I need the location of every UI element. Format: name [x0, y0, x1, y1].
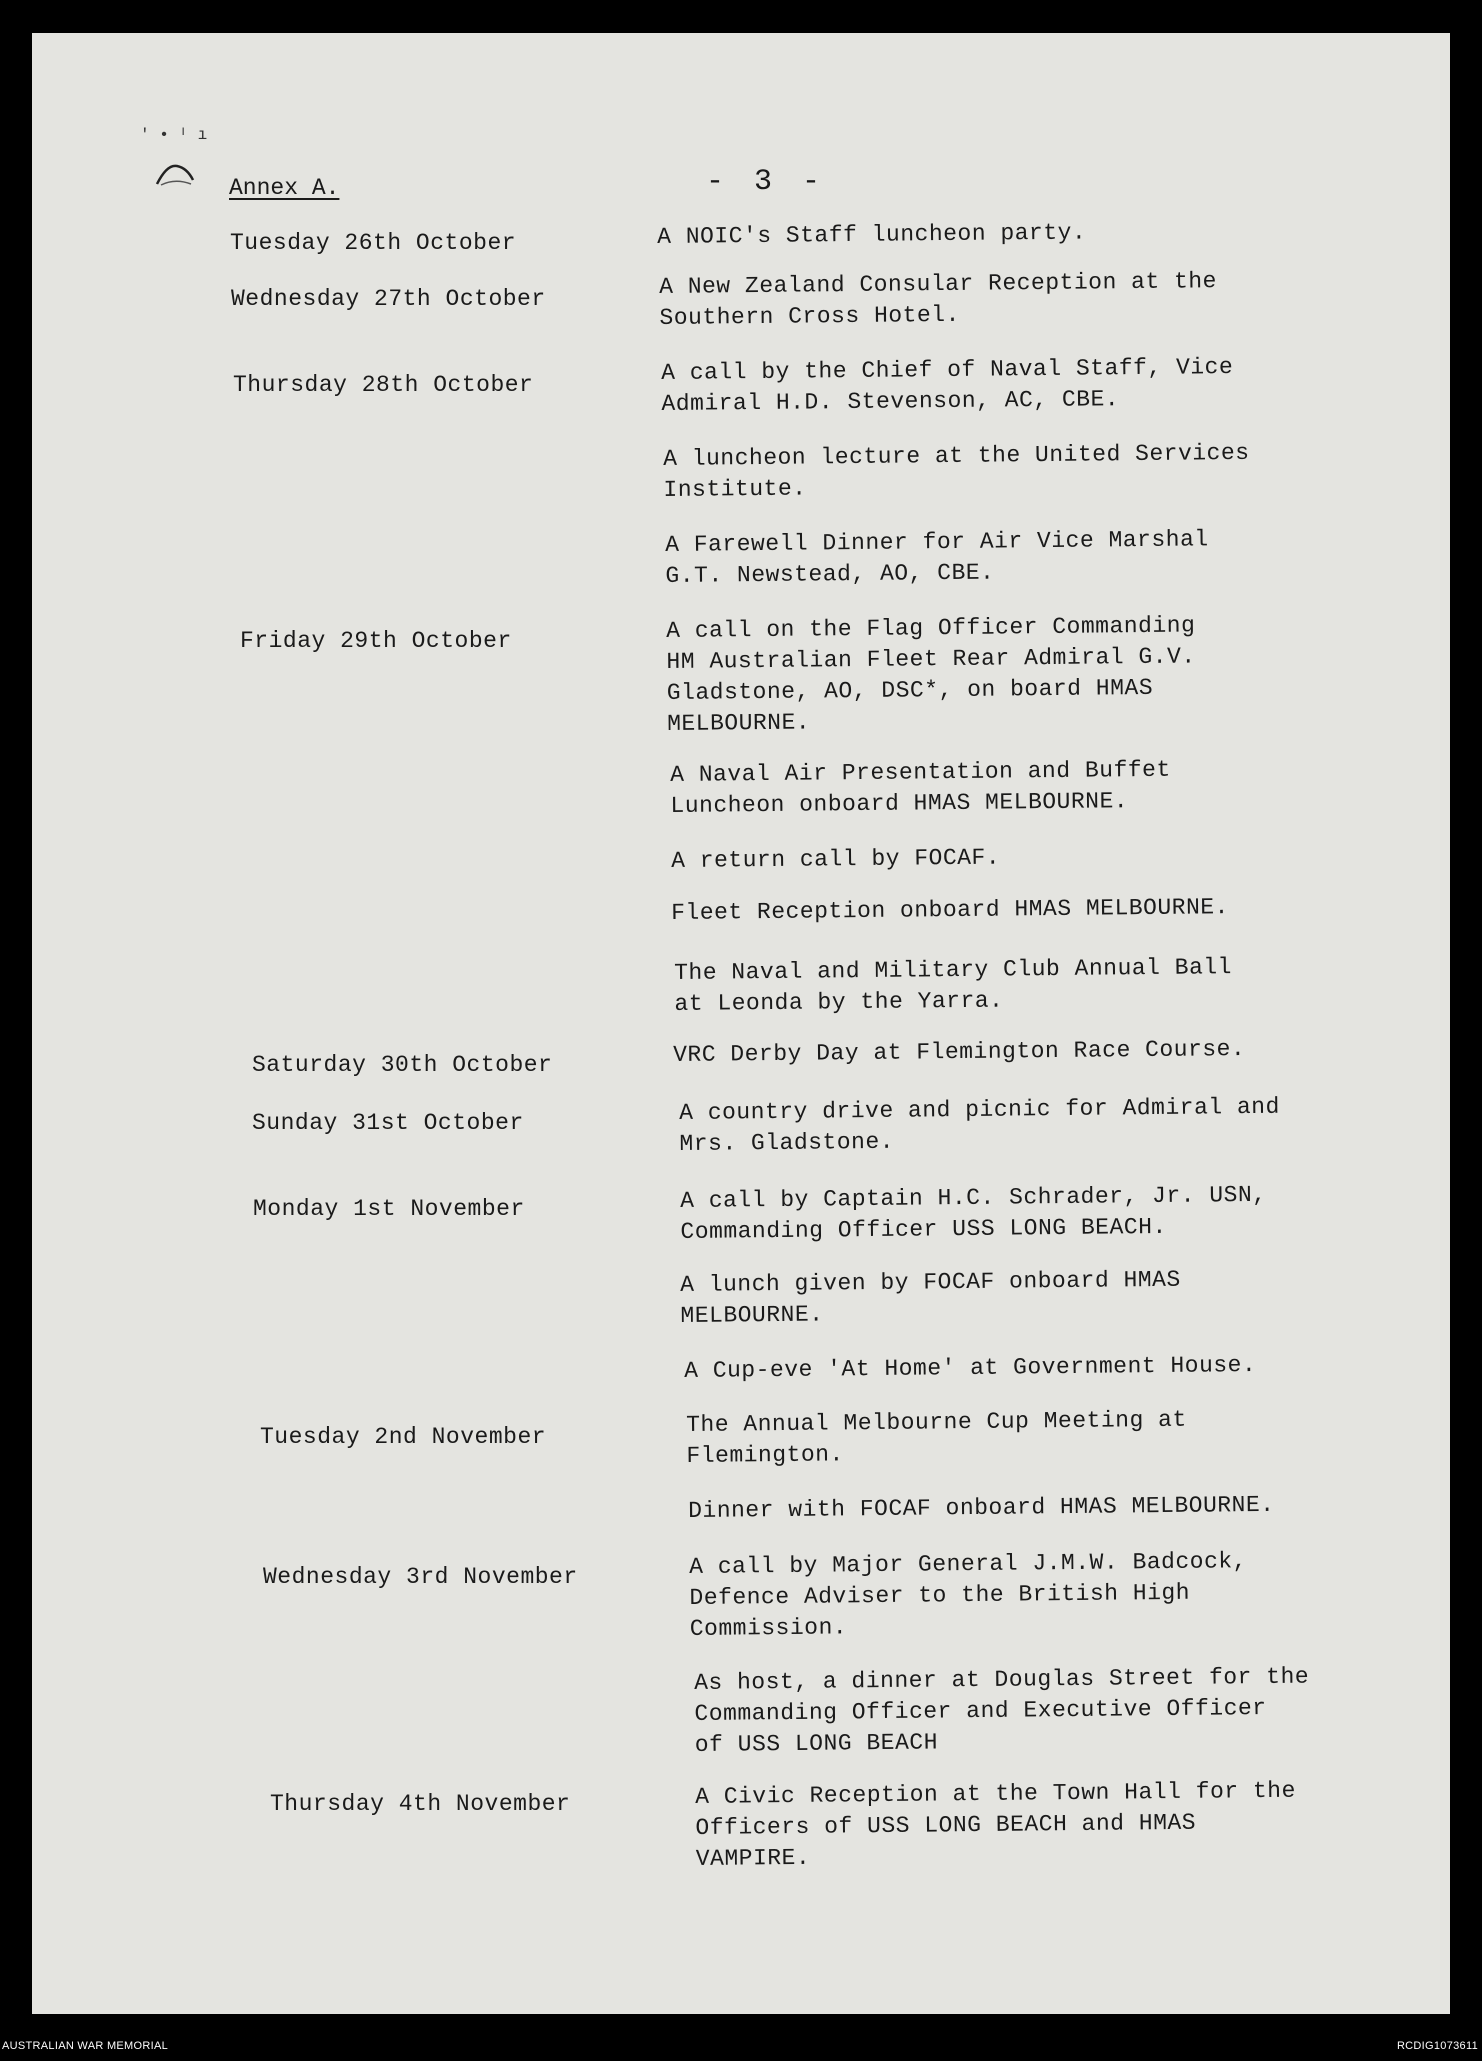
annex-heading: Annex A. [229, 175, 340, 201]
punch-hole-mark [153, 160, 197, 190]
date-label: Tuesday 26th October [230, 230, 517, 256]
event-entry: Dinner with FOCAF onboard HMAS MELBOURNE. [688, 1491, 1275, 1524]
date-label: Saturday 30th October [252, 1052, 553, 1078]
event-entry: A call by the Chief of Naval Staff, Vice Admiral H.D. Stevenson, AC, CBE. [661, 354, 1234, 417]
event-entry: A return call by FOCAF. [671, 844, 1001, 874]
date-label: Wednesday 3rd November [263, 1564, 578, 1590]
date-label: Friday 29th October [240, 628, 512, 654]
top-typewriter-marks: ' • ᴵ ı [140, 126, 208, 144]
date-label: Monday 1st November [253, 1196, 525, 1222]
event-entry: A call by Captain H.C. Schrader, Jr. USN, Commanding Officer USS LONG BEACH. [680, 1181, 1267, 1245]
event-entry: The Naval and Military Club Annual Ball at Leonda by the Yarra. [674, 954, 1233, 1017]
date-label: Wednesday 27th October [231, 286, 546, 312]
date-label: Thursday 28th October [233, 372, 534, 398]
event-entry: VRC Derby Day at Flemington Race Course. [673, 1036, 1246, 1068]
event-entry: A Cup-eve 'At Home' at Government House. [684, 1352, 1257, 1384]
event-entry: A Civic Reception at the Town Hall for the Officers of USS LONG BEACH and HMAS VAMPIRE. [695, 1777, 1296, 1872]
event-entry: A call on the Flag Officer Commanding HM Australian Fleet Rear Admiral G.V. Gladstone, AO, DSC*, on board HMAS MELBOURNE. [666, 612, 1196, 737]
footer-record-id: RCDIG1073611 [1396, 2040, 1478, 2052]
event-entry: As host, a dinner at Douglas Street for the Commanding Officer and Executive Officer of USS LONG BEACH [694, 1663, 1310, 1758]
event-entry: A call by Major General J.M.W. Badcock, Defence Adviser to the British High Commission. [689, 1548, 1248, 1642]
page-number: - 3 - [706, 165, 827, 199]
event-entry: A Naval Air Presentation and Buffet Luncheon onboard HMAS MELBOURNE. [670, 756, 1171, 819]
event-entry: The Annual Melbourne Cup Meeting at Flemington. [686, 1406, 1187, 1469]
footer-institution: AUSTRALIAN WAR MEMORIAL [2, 2040, 169, 2052]
event-entry: A country drive and picnic for Admiral and Mrs. Gladstone. [679, 1093, 1280, 1157]
date-label: Tuesday 2nd November [260, 1424, 547, 1450]
event-entry: A Farewell Dinner for Air Vice Marshal G.T. Newstead, AO, CBE. [665, 526, 1209, 589]
event-entry: Fleet Reception onboard HMAS MELBOURNE. [671, 894, 1230, 926]
event-entry: A lunch given by FOCAF onboard HMAS MELBOURNE. [680, 1266, 1181, 1329]
date-label: Thursday 4th November [270, 1791, 571, 1817]
date-label: Sunday 31st October [252, 1110, 524, 1136]
event-entry: A New Zealand Consular Reception at the Southern Cross Hotel. [659, 268, 1218, 331]
event-entry: A luncheon lecture at the United Services Institute. [663, 439, 1250, 503]
event-entry: A NOIC's Staff luncheon party. [657, 219, 1087, 250]
